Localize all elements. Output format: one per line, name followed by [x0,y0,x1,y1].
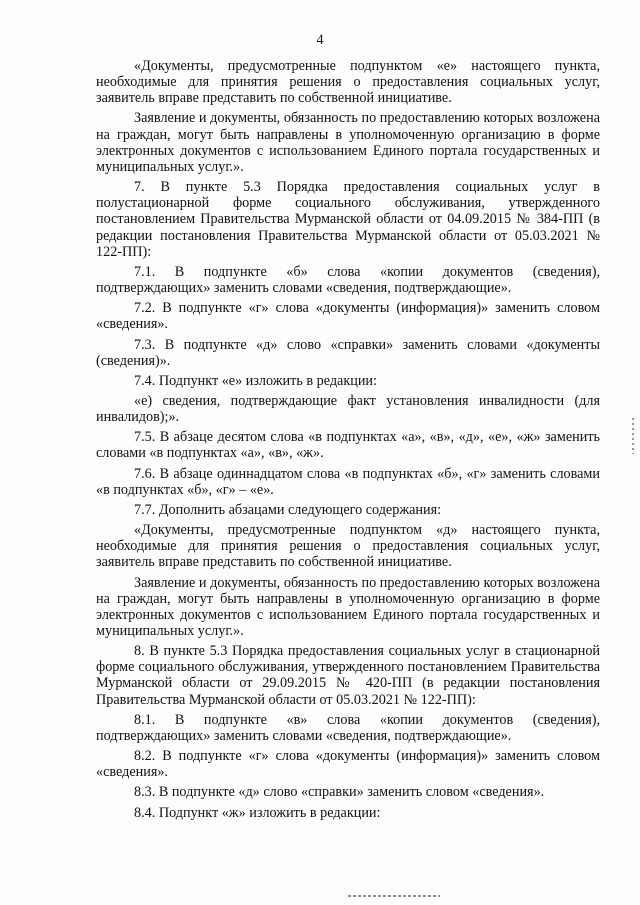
paragraph-electronic-submission-2: Заявление и документы, обязанность по предоставлению которых возложена на граждан, могут быть направлены в уполномоченную организацию в форме электронных документов с использованием Единого портала государственных и муниципальных услуг.». [96,574,600,639]
paragraph-documents-d-note: «Документы, предусмотренные подпунктом «д» настоящего пункта, необходимые для принятия решения о предоставления социальных услуг, заявитель вправе представить по собственной инициативе. [96,522,600,571]
paragraph-item-7-4-text: «е) сведения, подтверждающие факт установления инвалидности (для инвалидов);». [96,392,600,426]
scan-edge-mark [632,418,634,454]
page-number: 4 [316,32,324,48]
document-body [96,58,600,825]
paragraph-item-7-7: 7.7. Дополнить абзацами следующего содержания: [134,501,442,518]
paragraph-item-8-4: 8.4. Подпункт «ж» изложить в редакции: [134,804,381,821]
paragraph-item-7-2: 7.2. В подпункте «г» слова «документы (информация)» заменить словом «сведения». [96,300,600,333]
paragraph-item-8-2: 8.2. В подпункте «г» слова «документы (информация)» заменить словом «сведения». [96,748,600,781]
paragraph-item-7: 7. В пункте 5.3 Порядка предоставления социальных услуг в полустационарной форме социального обслуживания, утвержденного постановлением Правительства Мурманской области от 04.09.2015 № 384-ПП (в редакции постановления Правительства Мурманской области от 05.03.2021 № 122-ПП): [96,179,600,260]
paragraph-item-8-1: 8.1. В подпункте «в» слова «копии документов (сведения), подтверждающих» заменить словами «сведения, подтверждающие». [96,711,600,744]
paragraph-item-7-1: 7.1. В подпункте «б» слова «копии документов (сведения), подтверждающих» заменить словами «сведения, подтверждающие». [96,263,600,297]
paragraph-item-7-3: 7.3. В подпункте «д» слово «справки» заменить словами «документы (сведения)». [96,336,600,369]
scan-bottom-mark [348,895,440,897]
paragraph-item-7-6: 7.6. В абзаце одиннадцатом слова «в подпунктах «б», «г» заменить словами «в подпунктах «б», «г» – «е». [96,465,600,498]
paragraph-item-7-5: 7.5. В абзаце десятом слова «в подпунктах «а», «в», «д», «е», «ж» заменить словами «в подпунктах «а», «в», «ж». [96,429,600,462]
paragraph-documents-e-note: «Документы, предусмотренные подпунктом «е» настоящего пункта, необходимые для принятия решения о предоставления социальных услуг, заявитель вправе представить по собственной инициативе. [96,58,600,107]
paragraph-item-8-3: 8.3. В подпункте «д» слово «справки» заменить словом «сведения». [134,784,545,801]
paragraph-item-8: 8. В пункте 5.3 Порядка предоставления социальных услуг в стационарной форме социального обслуживания, утвержденного постановлением Правительства Мурманской области от 29.09.2015 № 420-ПП (в редакции постановления Правительства Мурманской области от 05.03.2021 № 122-ПП): [96,643,600,708]
paragraph-electronic-submission-1: Заявление и документы, обязанность по предоставлению которых возложена на граждан, могут быть направлены в уполномоченную организацию в форме электронных документов с использованием Единого портала государственных и муниципальных услуг.». [96,110,600,175]
paragraph-item-7-4: 7.4. Подпункт «е» изложить в редакции: [134,372,377,389]
